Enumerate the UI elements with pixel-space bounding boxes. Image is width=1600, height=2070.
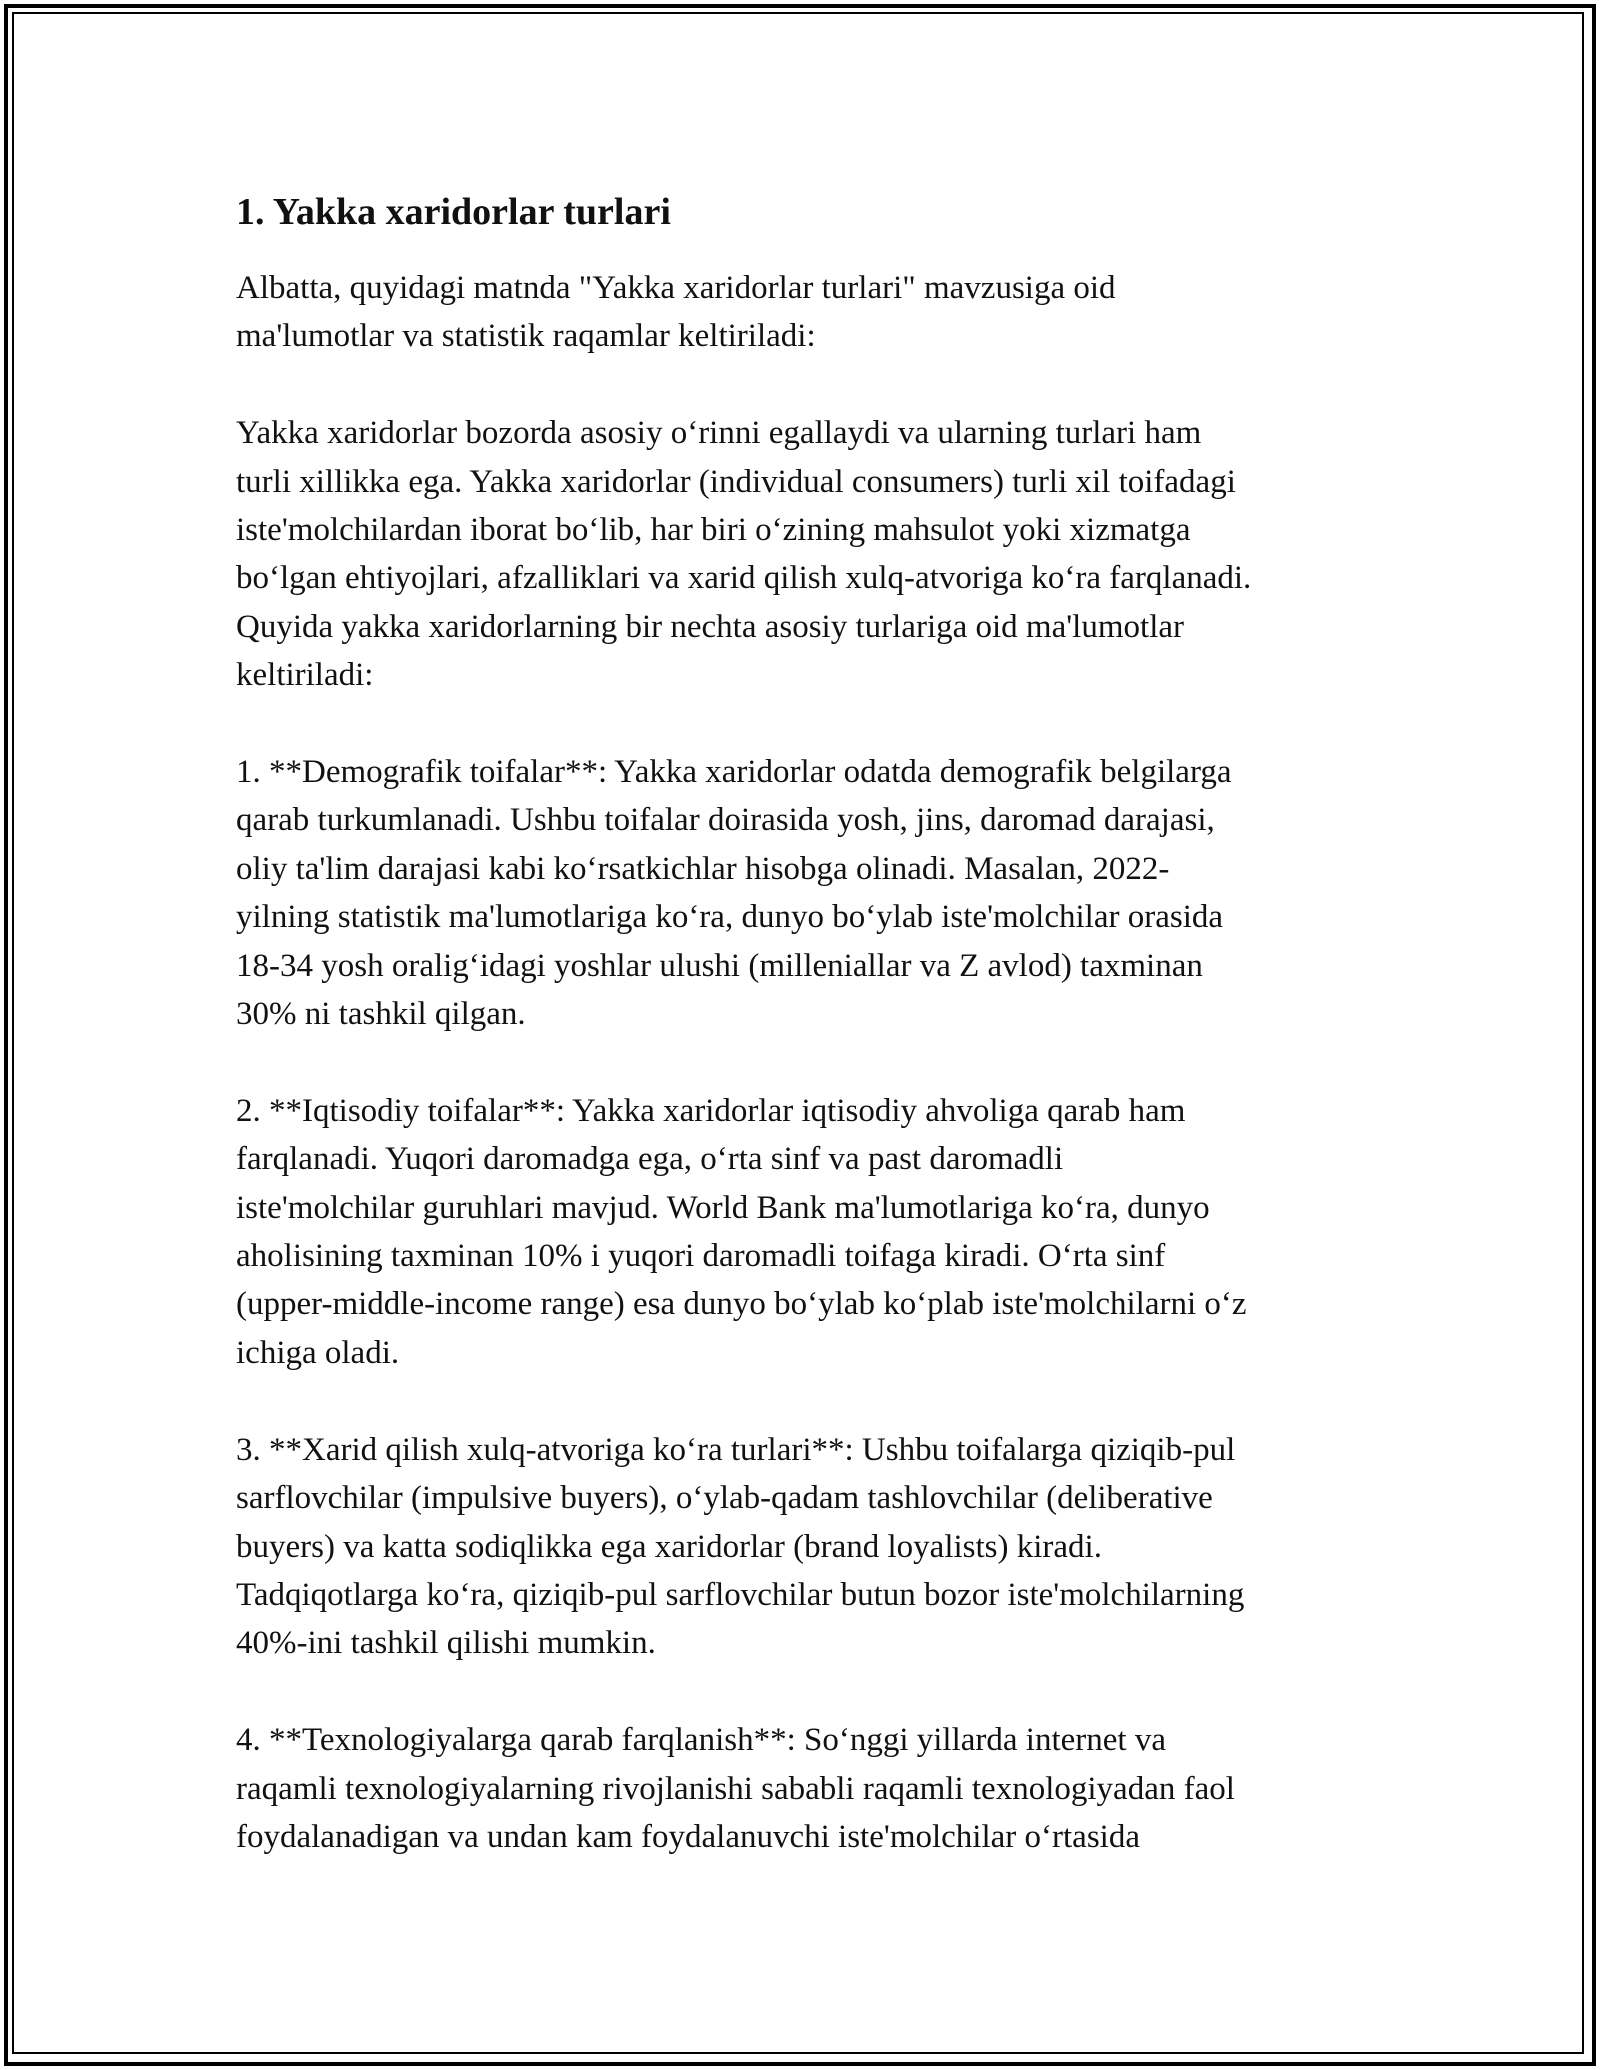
text-line: aholisining taxminan 10% i yuqori daromadli toifaga kiradi. O‘rta sinf	[236, 1238, 1166, 1275]
text-line: yilning statistik ma'lumotlariga ko‘ra, dunyo bo‘ylab iste'molchilar orasida	[236, 899, 1224, 936]
text-line: ma'lumotlar va statistik raqamlar keltiriladi:	[236, 318, 816, 355]
document-title: 1. Yakka xaridorlar turlari	[236, 191, 671, 233]
text-line: iste'molchilardan iborat bo‘lib, har biri o‘zining mahsulot yoki xizmatga	[236, 512, 1191, 549]
text-line: qarab turkumlanadi. Ushbu toifalar doirasida yosh, jins, daromad darajasi,	[236, 802, 1215, 839]
behavior-paragraph	[236, 1426, 1376, 1668]
text-line: iste'molchilar guruhlari mavjud. World Bank ma'lumotlariga ko‘ra, dunyo	[236, 1189, 1210, 1226]
technology-paragraph	[236, 1716, 1376, 1861]
text-line: oliy ta'lim darajasi kabi ko‘rsatkichlar hisobga olinadi. Masalan, 2022-	[236, 850, 1170, 887]
text-line: 30% ni tashkil qilgan.	[236, 996, 526, 1033]
text-line: Quyida yakka xaridorlarning bir nechta asosiy turlariga oid ma'lumotlar	[236, 608, 1184, 645]
text-line: foydalanadigan va undan kam foydalanuvchi iste'molchilar o‘rtasida	[236, 1818, 1140, 1855]
text-line: 4. **Texnologiyalarga qarab farqlanish**: So‘nggi yillarda internet va	[236, 1722, 1166, 1759]
text-line: keltiriladi:	[236, 657, 374, 694]
text-line: sarflovchilar (impulsive buyers), o‘ylab-qadam tashlovchilar (deliberative	[236, 1480, 1213, 1517]
text-line: bo‘lgan ehtiyojlari, afzalliklari va xarid qilish xulq-atvoriga ko‘ra farqlanadi.	[236, 560, 1252, 597]
text-line: 18-34 yosh oralig‘idagi yoshlar ulushi (milleniallar va Z avlod) taxminan	[236, 947, 1203, 984]
text-line: farqlanadi. Yuqori daromadga ega, o‘rta sinf va past daromadli	[236, 1141, 1064, 1178]
text-line: Tadqiqotlarga ko‘ra, qiziqib-pul sarflovchilar butun bozor iste'molchilarning	[236, 1576, 1245, 1613]
text-line: 40%-ini tashkil qilishi mumkin.	[236, 1625, 656, 1662]
demographic-paragraph	[236, 748, 1376, 1038]
text-line: Yakka xaridorlar bozorda asosiy o‘rinni egallaydi va ularning turlari ham	[236, 415, 1202, 452]
document-body	[236, 186, 1376, 1910]
text-line: Albatta, quyidagi matnda "Yakka xaridorlar turlari" mavzusiga oid	[236, 270, 1116, 306]
text-line: 3. **Xarid qilish xulq-atvoriga ko‘ra turlari**: Ushbu toifalarga qiziqib-pul	[236, 1431, 1236, 1468]
text-line: raqamli texnologiyalarning rivojlanishi sababli raqamli texnologiyadan faol	[236, 1770, 1235, 1807]
economic-paragraph	[236, 1087, 1376, 1377]
intro-paragraph	[236, 264, 1376, 361]
overview-paragraph	[236, 409, 1376, 699]
text-line: turli xillikka ega. Yakka xaridorlar (individual consumers) turli xil toifadagi	[236, 463, 1236, 500]
text-line: (upper-middle-income range) esa dunyo bo‘ylab ko‘plab iste'molchilarni o‘z	[236, 1286, 1247, 1323]
text-line: ichiga oladi.	[236, 1334, 400, 1371]
text-line: 1. **Demografik toifalar**: Yakka xaridorlar odatda demografik belgilarga	[236, 754, 1232, 791]
text-line: buyers) va katta sodiqlikka ega xaridorlar (brand loyalists) kiradi.	[236, 1528, 1102, 1565]
text-line: 2. **Iqtisodiy toifalar**: Yakka xaridorlar iqtisodiy ahvoliga qarab ham	[236, 1092, 1186, 1129]
